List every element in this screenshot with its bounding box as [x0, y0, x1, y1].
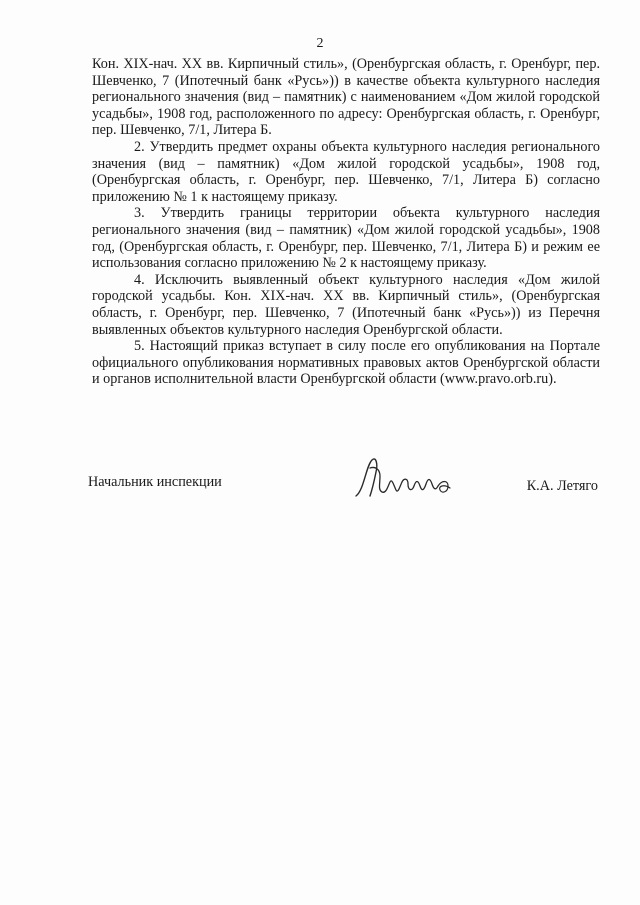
- signature-block: [88, 468, 598, 508]
- document-body: [92, 56, 600, 388]
- paragraph-item-3: 3. Утвердить границы территории объекта культурного наследия регионального значения (вид – памятник) «Дом жилой городской усадьбы», 1908 год, (Оренбургская область, г. Оренбург, пер. Шевченко, 7/1, Литера Б) и режим ее использования согласно приложению № 2 к настоящему приказу.: [92, 205, 600, 272]
- signatory-title: Начальник инспекции: [88, 474, 222, 490]
- signatory-name: К.А. Летяго: [526, 478, 598, 494]
- paragraph-item-4: 4. Исключить выявленный объект культурного наследия «Дом жилой городской усадьбы. Кон. XIX-нач. XX вв. Кирпичный стиль», (Оренбургская область, г. Оренбург, пер. Шевченко, 7 (Ипотечный банк «Русь»)) из Перечня выявленных объектов культурного наследия Оренбургской области.: [92, 271, 600, 338]
- page-number: 2: [316, 36, 324, 51]
- paragraph-item-5: 5. Настоящий приказ вступает в силу после его опубликования на Портале официального опубликования нормативных правовых актов Оренбургской области и органов исполнительной власти Оренбургской области (www.pravo.orb.ru).: [92, 338, 600, 388]
- signature-icon: [350, 456, 460, 502]
- paragraph-continuation: Кон. XIX-нач. XX вв. Кирпичный стиль», (Оренбургская область, г. Оренбург, пер. Шевченко, 7 (Ипотечный банк «Русь»)) в качестве объекта культурного наследия регионального значения (вид – памятник) с наименованием «Дом жилой городской усадьбы», 1908 год, расположенного по адресу: Оренбургская область, г. Оренбург, пер. Шевченко, 7/1, Литера Б.: [92, 56, 600, 139]
- paragraph-item-2: 2. Утвердить предмет охраны объекта культурного наследия регионального значения (вид – памятник) «Дом жилой городской усадьбы», 1908 год, (Оренбургская область, г. Оренбург, пер. Шевченко, 7/1, Литера Б) согласно приложению № 1 к настоящему приказу.: [92, 138, 600, 205]
